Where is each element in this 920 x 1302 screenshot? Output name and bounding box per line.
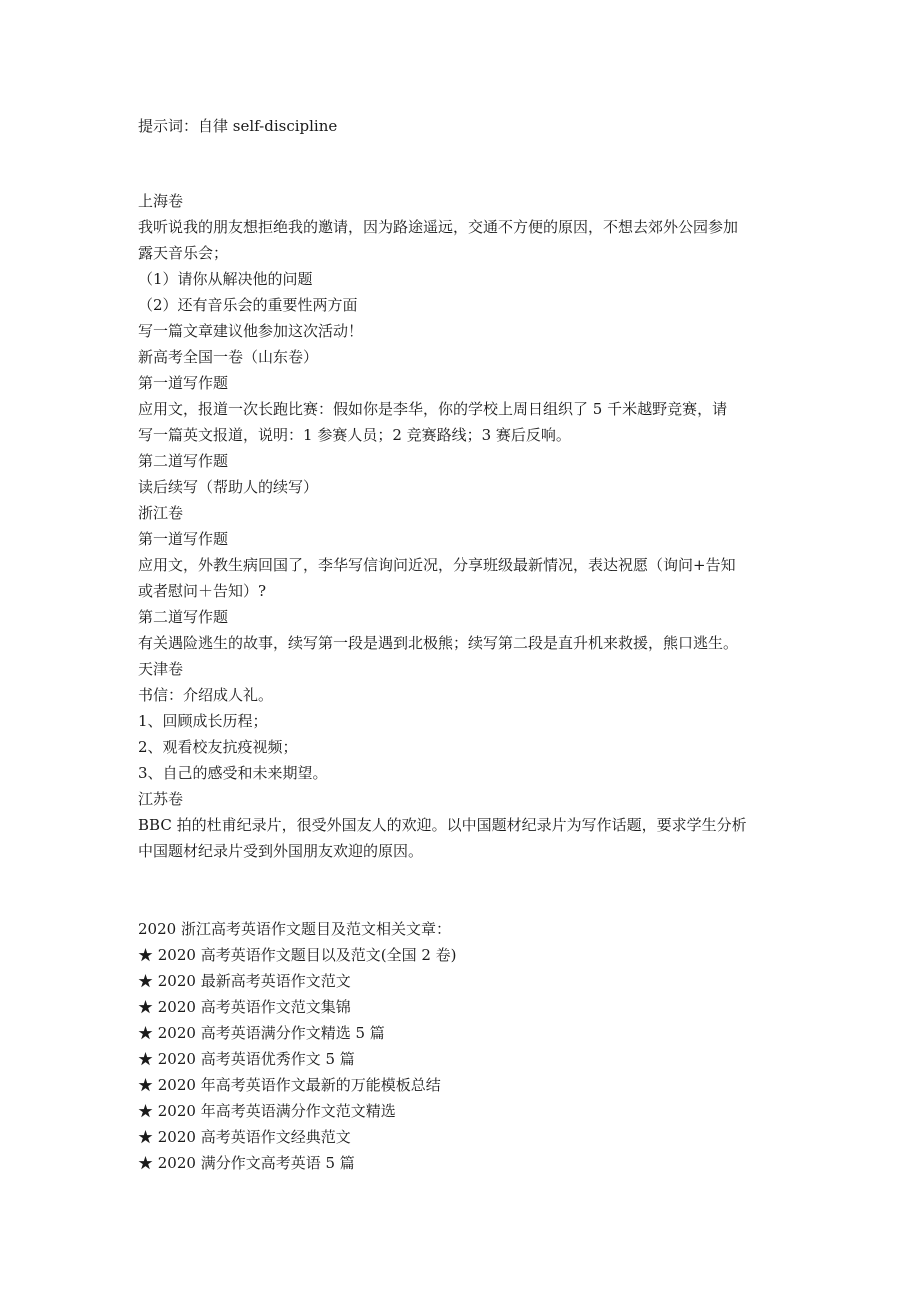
prompt-line: 书信：介绍成人礼。 [138, 686, 274, 704]
region-heading-jiangsu: 江苏卷 [138, 790, 184, 808]
region-heading-shandong: 新高考全国一卷（山东卷） [138, 348, 319, 366]
related-article-link[interactable]: ★ 2020 年高考英语满分作文范文精选 [138, 1102, 396, 1120]
task-heading: 第二道写作题 [138, 608, 229, 626]
prompt-line: BBC 拍的杜甫纪录片，很受外国友人的欢迎。以中国题材纪录片为写作话题，要求学生分析 [138, 816, 747, 834]
related-articles-title: 2020 浙江高考英语作文题目及范文相关文章： [138, 920, 451, 938]
prompt-line: 写一篇文章建议他参加这次活动！ [138, 322, 364, 340]
related-articles-section [138, 916, 798, 1176]
related-article-link[interactable]: ★ 2020 高考英语作文范文集锦 [138, 998, 351, 1016]
related-article-link[interactable]: ★ 2020 高考英语优秀作文 5 篇 [138, 1050, 355, 1068]
prompt-line: 读后续写（帮助人的续写） [138, 478, 319, 496]
prompt-point: 3、自己的感受和未来期望。 [138, 764, 328, 782]
exam-prompts-section [138, 188, 798, 864]
region-heading-shanghai: 上海卷 [138, 192, 184, 210]
prompt-point: 1、回顾成长历程； [138, 712, 268, 730]
related-article-link[interactable]: ★ 2020 高考英语作文经典范文 [138, 1128, 351, 1146]
task-heading: 第一道写作题 [138, 374, 229, 392]
prompt-point: 2、观看校友抗疫视频； [138, 738, 298, 756]
prompt-line: 应用文，外教生病回国了，李华写信询问近况，分享班级最新情况，表达祝愿（询问+告知 [138, 556, 736, 574]
hint-section [138, 113, 798, 139]
prompt-line: 或者慰问＋告知）? [138, 582, 267, 600]
prompt-line: 应用文，报道一次长跑比赛：假如你是李华，你的学校上周日组织了 5 千米越野竞赛，请 [138, 400, 728, 418]
related-article-link[interactable]: ★ 2020 满分作文高考英语 5 篇 [138, 1154, 355, 1172]
prompt-line: 我听说我的朋友想拒绝我的邀请，因为路途遥远，交通不方便的原因，不想去郊外公园参加 [138, 218, 739, 236]
related-article-link[interactable]: ★ 2020 年高考英语作文最新的万能模板总结 [138, 1076, 441, 1094]
prompt-line: 露天音乐会； [138, 244, 229, 262]
region-heading-tianjin: 天津卷 [138, 660, 184, 678]
related-article-link[interactable]: ★ 2020 高考英语满分作文精选 5 篇 [138, 1024, 385, 1042]
prompt-line: 写一篇英文报道，说明：1 参赛人员；2 竞赛路线；3 赛后反响。 [138, 426, 571, 444]
task-heading: 第二道写作题 [138, 452, 229, 470]
related-article-link[interactable]: ★ 2020 高考英语作文题目以及范文(全国 2 卷) [138, 946, 457, 964]
prompt-line: 中国题材纪录片受到外国朋友欢迎的原因。 [138, 842, 424, 860]
prompt-point: （1）请你从解决他的问题 [138, 270, 313, 288]
prompt-line: 有关遇险逃生的故事，续写第一段是遇到北极熊；续写第二段是直升机来救援，熊口逃生。 [138, 634, 739, 652]
region-heading-zhejiang: 浙江卷 [138, 504, 184, 522]
related-article-link[interactable]: ★ 2020 最新高考英语作文范文 [138, 972, 351, 990]
hint-text: 提示词：自律 self-discipline [138, 117, 338, 135]
prompt-point: （2）还有音乐会的重要性两方面 [138, 296, 358, 314]
task-heading: 第一道写作题 [138, 530, 229, 548]
